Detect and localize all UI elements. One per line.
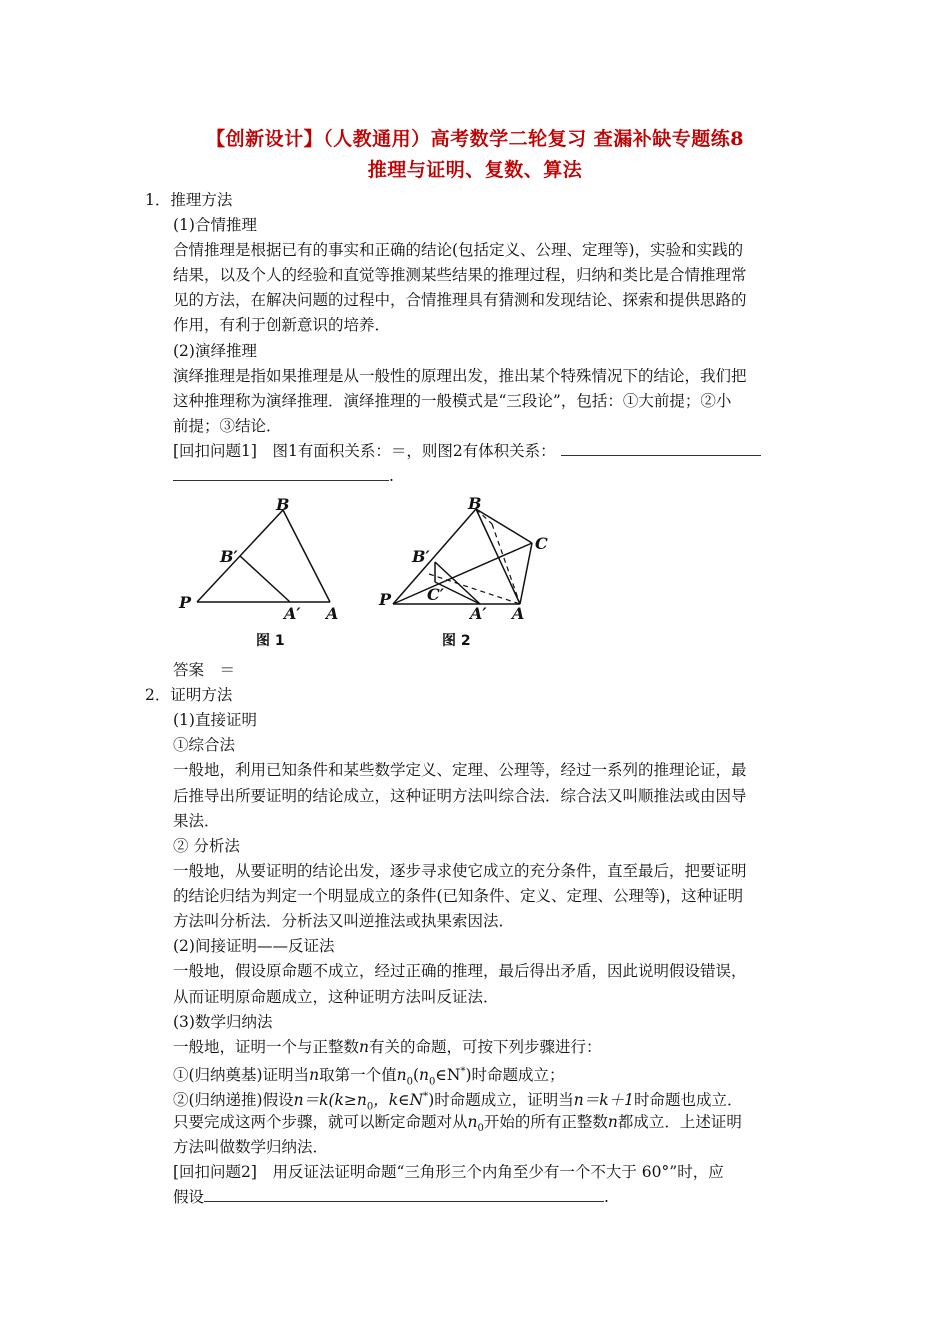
superscript: * bbox=[460, 1066, 466, 1077]
step2-text: ②(归纳递推)假设 bbox=[173, 1091, 294, 1110]
question1-blank bbox=[561, 441, 761, 456]
section2-p2-line: 方法叫分析法．分析法又叫逆推法或执果索因法． bbox=[173, 912, 515, 930]
subscript: 0 bbox=[477, 1123, 484, 1135]
section1-p1-line: 作用，有利于创新意识的培养． bbox=[173, 316, 391, 334]
figure-2 bbox=[375, 492, 565, 652]
question1-cont bbox=[173, 466, 394, 486]
question2-blank bbox=[204, 1187, 604, 1202]
section1-p2-line: 这种推理称为演绎推理．演绎推理的一般模式是“三段论”，包括：①大前提；②小 bbox=[173, 392, 732, 410]
question1-text: [回扣问题1] 图1有面积关系：＝，则图2有体积关系： bbox=[173, 442, 556, 460]
p5-text: 都成立．上述证明 bbox=[617, 1113, 742, 1131]
section1-heading: 1．推理方法 bbox=[145, 191, 233, 209]
section1-sub2: (2)演绎推理 bbox=[173, 342, 257, 360]
subscript: 0 bbox=[429, 1076, 436, 1088]
section2-p2-line: 的结论归结为判定一个明显成立的条件(已知条件、定义、定理、公理等)，这种证明 bbox=[173, 887, 744, 905]
fig2-label-c: C bbox=[535, 534, 548, 553]
step2-text: 时命题也成立． bbox=[634, 1091, 743, 1110]
subscript: 0 bbox=[366, 1101, 374, 1113]
step2-text: )时命题成立，证明当 bbox=[428, 1091, 574, 1110]
step2-math: ，k∈N bbox=[373, 1091, 424, 1110]
document-title-line2: 推理与证明、复数、算法 bbox=[367, 159, 583, 181]
section2-p3-line: 一般地，假设原命题不成立，经过正确的推理，最后得出矛盾，因此说明假设错误， bbox=[173, 962, 747, 980]
p5-text: 只要完成这两个步骤，就可以断定命题对从 bbox=[173, 1113, 468, 1131]
step1-text: ( bbox=[412, 1066, 420, 1085]
p4-text: 一般地，证明一个与正整数 bbox=[173, 1038, 360, 1056]
fig1-label-b-prime: B′ bbox=[220, 547, 238, 566]
question1 bbox=[173, 441, 761, 461]
step1-text: 取第一个值 bbox=[319, 1066, 397, 1085]
section2-p1-line: 一般地，利用已知条件和某些数学定义、定理、公理等，经过一系列的推理论证，最 bbox=[173, 761, 747, 779]
step2-math: n＝k＋1 bbox=[573, 1091, 635, 1110]
p4-text: 有关的命题，可按下列步骤进行： bbox=[369, 1038, 602, 1056]
section1-p1-line: 结果，以及个人的经验和直觉等推测某些结果的推理过程，归纳和类比是合情推理常 bbox=[173, 266, 747, 284]
question2-end: . bbox=[604, 1188, 609, 1206]
section2-sub3: (3)数学归纳法 bbox=[173, 1013, 273, 1031]
section2-p1-line: 后推导出所要证明的结论成立，这种证明方法叫综合法．综合法又叫顺推法或由因导 bbox=[173, 787, 747, 805]
section2-p4 bbox=[173, 1037, 602, 1057]
answer1: 答案 ＝ bbox=[173, 661, 236, 679]
fig1-label-a-prime: A′ bbox=[284, 604, 301, 623]
step1-text: )时命题成立； bbox=[465, 1066, 565, 1085]
p5-text: 开始的所有正整数 bbox=[483, 1113, 608, 1131]
section2-sub2: (2)间接证明——反证法 bbox=[173, 937, 335, 955]
question2-cont bbox=[173, 1187, 609, 1207]
fig2-label-a: A bbox=[512, 604, 525, 623]
figure-1 bbox=[170, 492, 360, 652]
question2: [回扣问题2] 用反证法证明命题“三角形三个内角至少有一个不大于 60°”时，应 bbox=[173, 1163, 724, 1181]
section2-p1-line: 果法． bbox=[173, 812, 220, 830]
step1-text: ∈N bbox=[435, 1066, 461, 1085]
fig2-label-b: B bbox=[468, 494, 482, 513]
fig2-label-c-prime: C′ bbox=[427, 585, 444, 604]
var-n0: n bbox=[467, 1113, 478, 1131]
question2-text: 假设 bbox=[173, 1188, 205, 1206]
section2-p5-cont: 方法叫做数学归纳法． bbox=[173, 1138, 329, 1156]
section1-p1-line: 合情推理是根据已有的事实和正确的结论(包括定义、公理、定理等)，实验和实践的 bbox=[173, 241, 744, 259]
superscript: * bbox=[423, 1091, 429, 1102]
section2-m2: ② 分析法 bbox=[173, 837, 240, 855]
fig2-label-b-prime: B′ bbox=[412, 547, 430, 566]
fig1-label-b: B bbox=[276, 495, 290, 514]
fig2-caption: 图 2 bbox=[442, 633, 471, 649]
fig2-label-a-prime: A′ bbox=[470, 604, 487, 623]
question1-blank bbox=[173, 466, 389, 481]
var-n: n bbox=[309, 1066, 320, 1085]
section2-sub1: (1)直接证明 bbox=[173, 711, 257, 729]
subscript: 0 bbox=[406, 1076, 413, 1088]
fig1-label-a: A bbox=[326, 604, 339, 623]
document-title-line1: 【创新设计】（人教通用）高考数学二轮复习 查漏补缺专题练8 bbox=[206, 128, 744, 150]
section2-p2-line: 一般地，从要证明的结论出发，逐步寻求使它成立的充分条件，直至最后，把要证明 bbox=[173, 862, 747, 880]
section2-m1: ①综合法 bbox=[173, 736, 236, 754]
step1-text: ①(归纳奠基)证明当 bbox=[173, 1066, 310, 1085]
var-n0: n bbox=[419, 1066, 430, 1085]
section2-p3-line: 从而证明原命题成立，这种证明方法叫反证法． bbox=[173, 988, 499, 1006]
section2-p5 bbox=[173, 1112, 742, 1139]
section1-p2-line: 前提；③结论． bbox=[173, 417, 282, 435]
step2-math: n＝k(k≥n bbox=[293, 1091, 367, 1110]
var-n: n bbox=[607, 1113, 618, 1131]
section2-heading: 2．证明方法 bbox=[145, 686, 233, 704]
var-n: n bbox=[359, 1038, 369, 1056]
section1-sub1: (1)合情推理 bbox=[173, 216, 257, 234]
fig1-label-p: P bbox=[179, 593, 192, 612]
fig1-caption: 图 1 bbox=[256, 633, 285, 649]
var-n0: n bbox=[396, 1066, 407, 1085]
section1-p1-line: 见的方法，在解决问题的过程中，合情推理具有猜测和发现结论、探索和提供思路的 bbox=[173, 291, 747, 309]
fig2-label-p: P bbox=[379, 590, 392, 609]
question1-end: . bbox=[389, 467, 394, 485]
section1-p2-line: 演绎推理是指如果推理是从一般性的原理出发，推出某个特殊情况下的结论，我们把 bbox=[173, 367, 747, 385]
